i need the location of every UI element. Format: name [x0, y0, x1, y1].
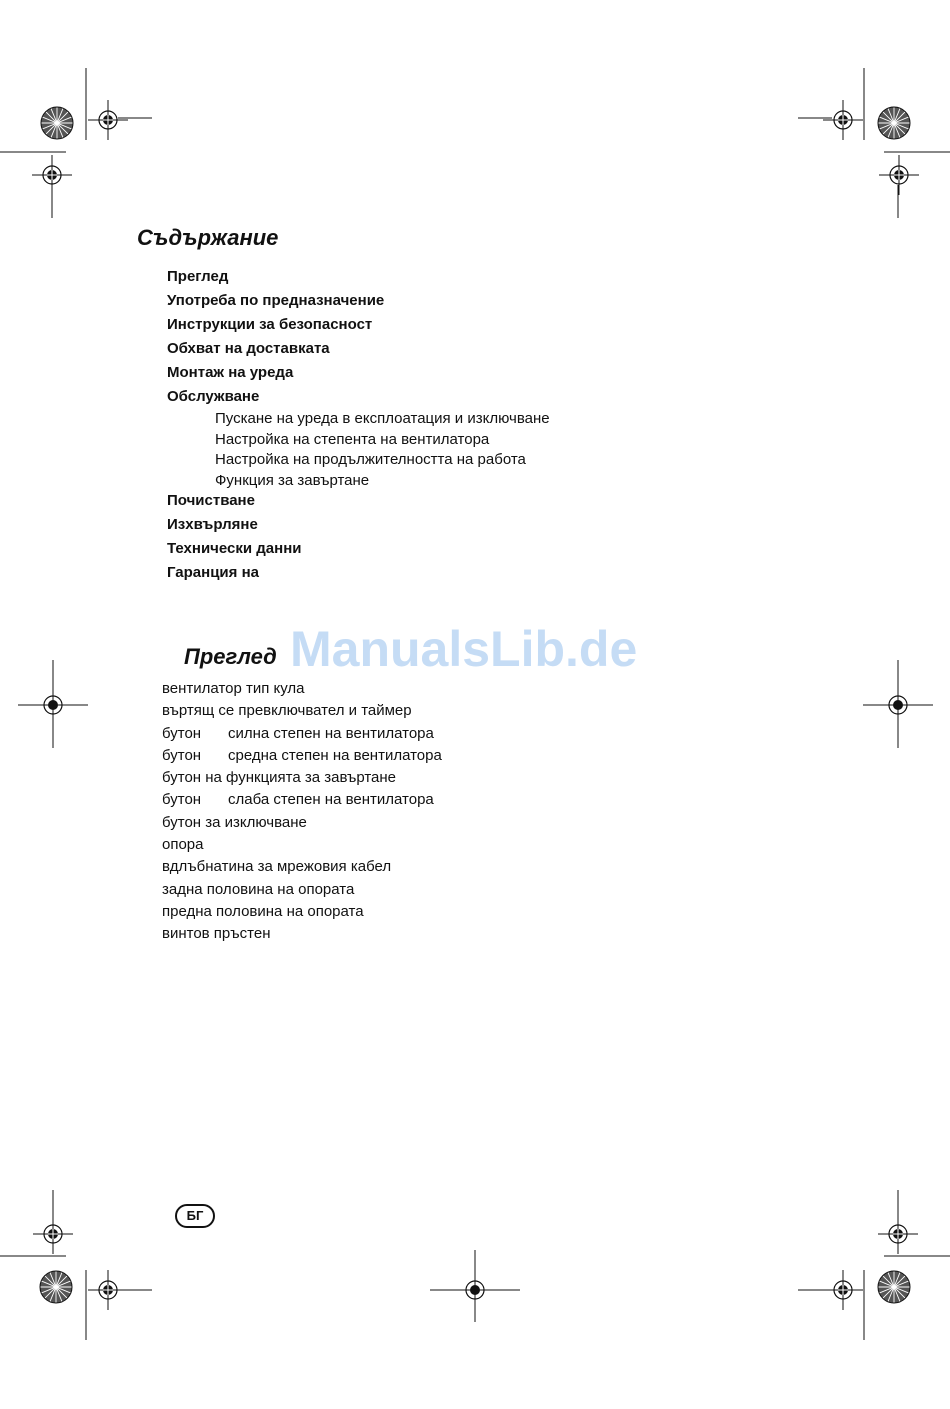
toc-item-operation: Обслужване — [167, 388, 260, 405]
list-item — [162, 789, 442, 811]
item-label: въртящ се превключвател и таймер — [162, 702, 412, 720]
list-item — [162, 812, 442, 834]
item-label: предна половина на опората — [162, 902, 364, 920]
overview-list — [162, 678, 442, 946]
toc-item-overview: Преглед — [167, 268, 229, 285]
table-of-contents — [167, 266, 550, 586]
item-label: бутон — [162, 746, 202, 764]
toc-sub-list — [167, 409, 550, 492]
list-item — [162, 700, 442, 722]
toc-subitem-fan-level: Настройка на степента на вентилатора — [215, 430, 490, 448]
toc-item-intended-use: Употреба по предназначение — [167, 292, 385, 309]
toc-item-disposal: Изхвърляне — [167, 515, 258, 533]
item-detail: слаба степен на вентилатора — [228, 791, 434, 809]
list-item — [162, 879, 442, 901]
toc-item-warranty: Гаранция на — [167, 563, 259, 581]
list-item — [162, 767, 442, 789]
language-badge: БГ — [175, 1204, 215, 1228]
item-label: бутон — [162, 791, 202, 809]
item-label: винтов пръстен — [162, 925, 271, 943]
toc-subitem-oscillation: Функция за завъртане — [215, 472, 370, 490]
toc-item-cleaning: Почистване — [167, 491, 255, 509]
toc-item-assembly: Монтаж на уреда — [167, 364, 294, 381]
overview-title: Преглед — [184, 644, 277, 669]
watermark: ManualsLib.de — [290, 621, 638, 677]
item-label: вдлъбнатина за мрежовия кабел — [162, 858, 392, 876]
item-detail: силна степен на вентилатора — [228, 724, 434, 742]
list-item — [162, 678, 442, 700]
toc-item-technical-data: Технически данни — [167, 539, 302, 557]
item-detail: средна степен на вентилатора — [228, 746, 442, 764]
list-item — [162, 901, 442, 923]
toc-item-delivery-scope: Обхват на доставката — [167, 340, 330, 357]
item-label: бутон за изключване — [162, 813, 307, 831]
item-label: задна половина на опората — [162, 880, 355, 898]
list-item — [162, 923, 442, 945]
item-label: опора — [162, 836, 204, 854]
item-label: вентилатор тип кула — [162, 680, 305, 697]
list-item — [162, 723, 442, 745]
list-item — [162, 745, 442, 767]
toc-subsection — [167, 409, 550, 492]
toc-title: Съдържание — [137, 225, 279, 250]
item-label: бутон на функцията за завъртане — [162, 769, 397, 787]
list-item — [162, 834, 442, 856]
toc-item-safety: Инструкции за безопасност — [167, 316, 373, 333]
item-label: бутон — [162, 724, 202, 742]
toc-subitem-duration: Настройка на продължителността на работа — [215, 451, 526, 469]
list-item — [162, 856, 442, 878]
toc-subitem-start-stop: Пускане на уреда в експлоатация и изключване — [215, 410, 550, 427]
